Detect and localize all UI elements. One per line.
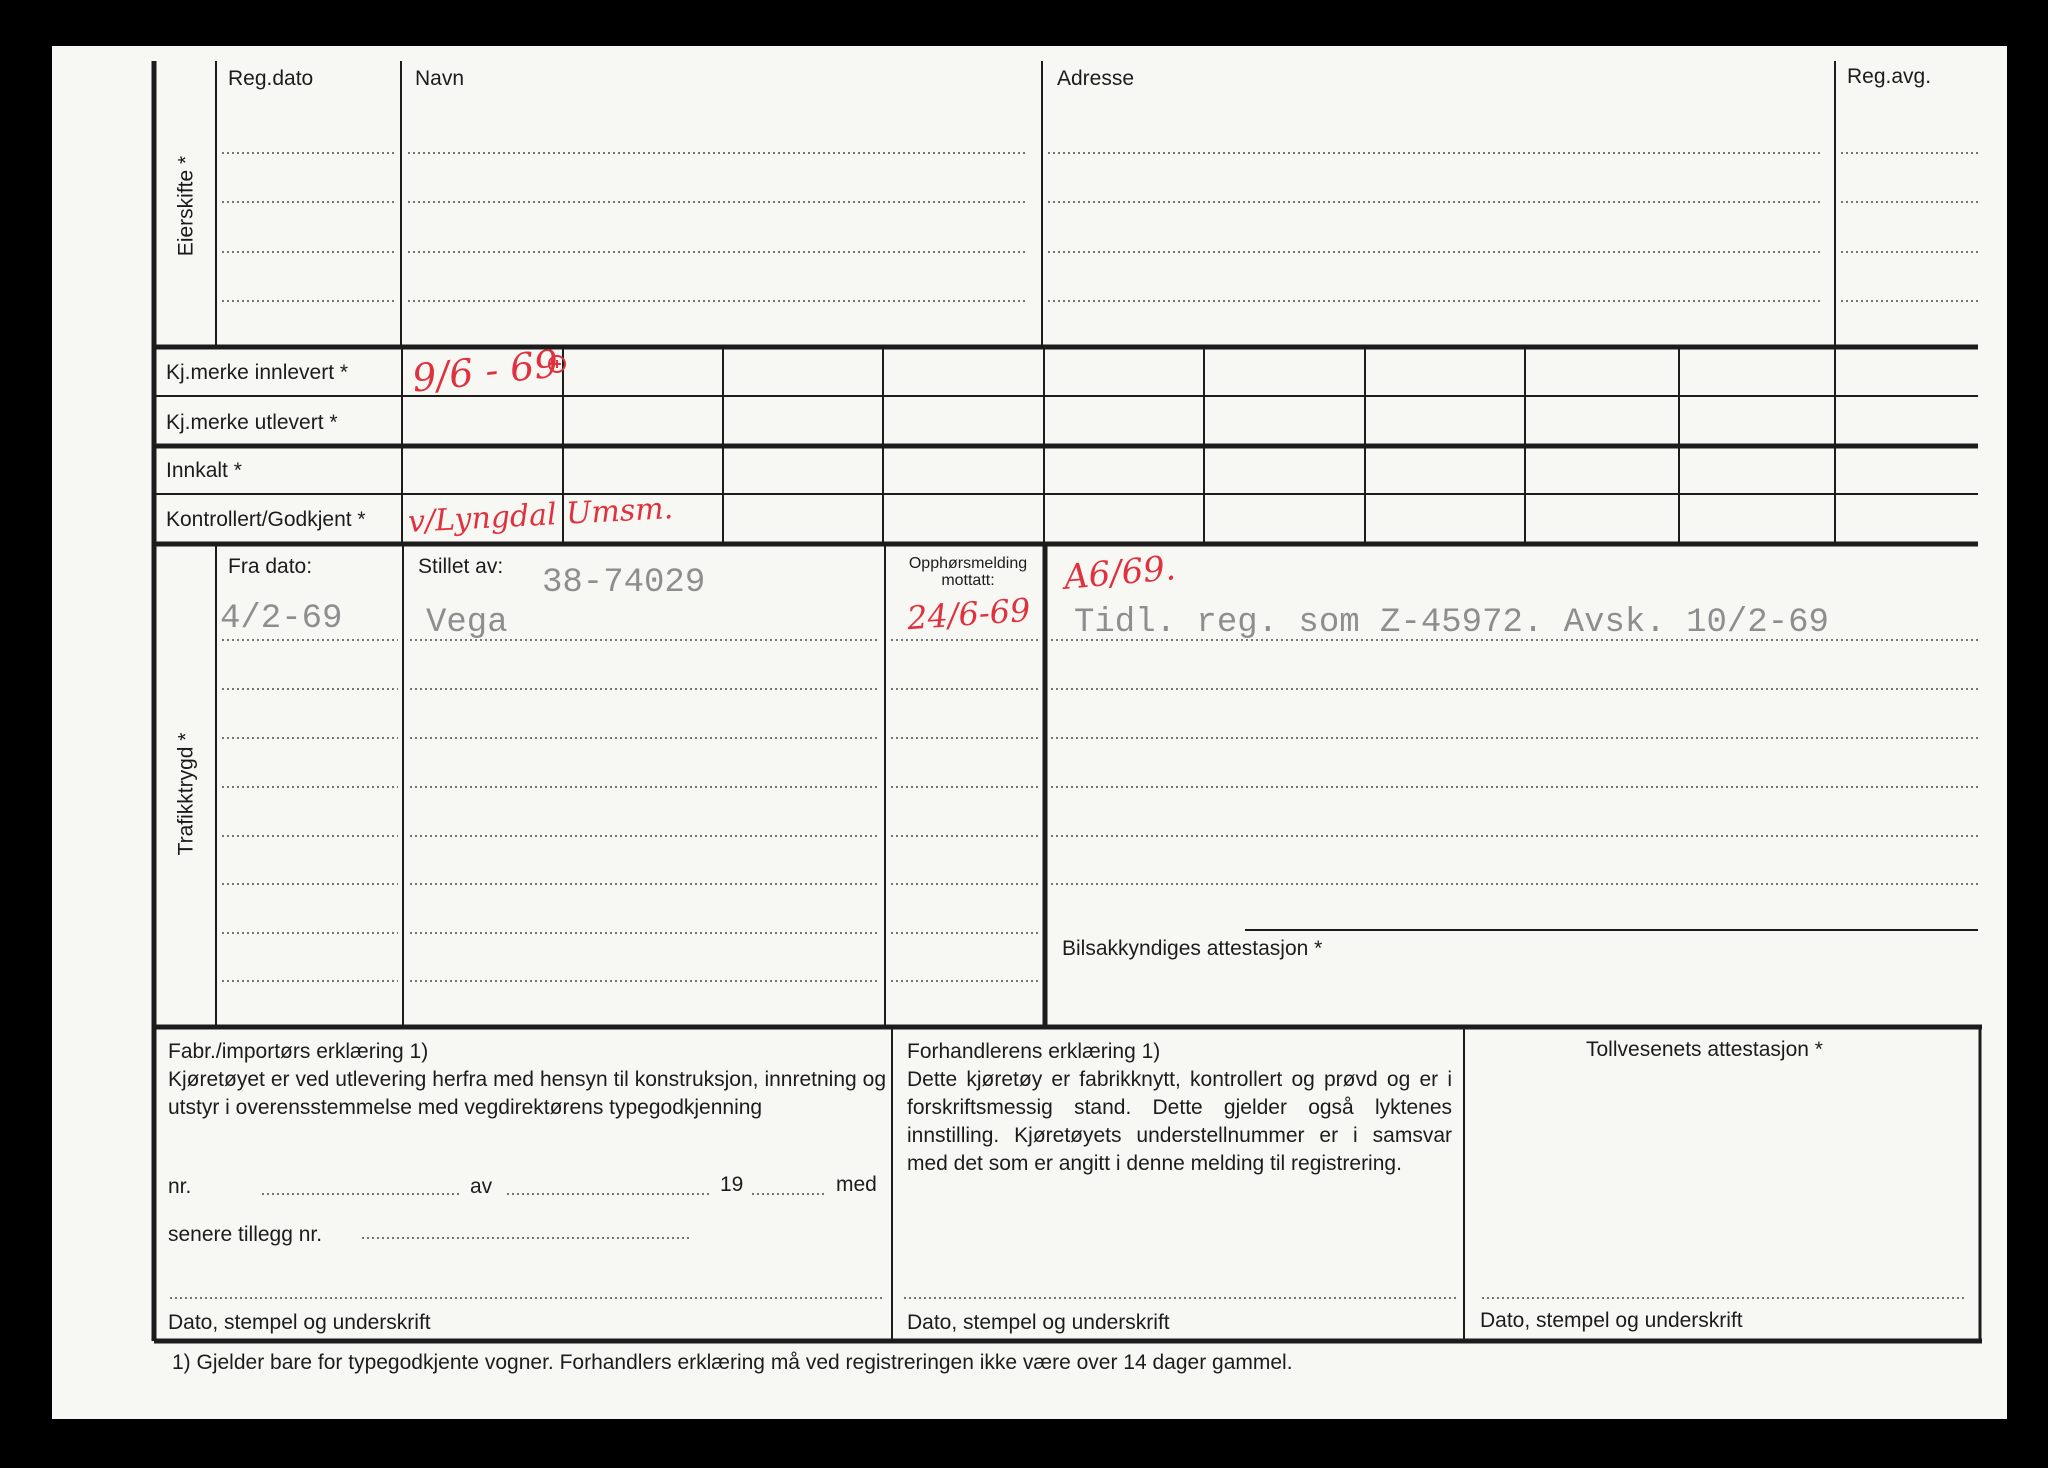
fabrikk-year-label: 19 [720,1173,744,1196]
eierskifte-side-label: Eierskifte * [174,155,198,257]
opphorsmelding-label: Opphørsmelding mottatt: [908,555,1028,589]
fra-dato-label: Fra dato: [228,555,313,578]
kj-merke-innlevert-value: 9/6 - 69 [410,341,561,401]
fra-dato-value: 4/2-69 [220,600,343,638]
tollvesen-title: Tollvesenets attestasjon * [1586,1038,1823,1061]
forhandler-signature-label: Dato, stempel og underskrift [907,1311,1170,1334]
stillet-av-value: Vega [426,604,508,642]
tollvesen-signature-label: Dato, stempel og underskrift [1480,1309,1743,1332]
col-reg-dato: Reg.dato [228,67,314,90]
stillet-av-label: Stillet av: [418,555,504,578]
innkalt-label: Innkalt * [166,459,242,482]
fabrikk-av-label: av [470,1175,493,1198]
fabrikk-text: Kjøretøyet er ved utlevering herfra med hensyn til konstruksjon, innretning og utstyr i overensstemmelse med vegdirektørens typegodkjenning [168,1068,886,1119]
col-reg-avg: Reg.avg. [1847,65,1932,88]
policy-number: 38-74029 [542,564,706,602]
kontrollert-godkjent-value: v/Lyngdal Umsm. [407,491,674,540]
stamp-mark [545,352,569,376]
footnote: 1) Gjelder bare for typegodkjente vogner. Forhandlers erklæring må ved registreringen ikke være over 14 dager gammel. [172,1351,1293,1374]
opphorsmelding-value: 24/6-69 [905,590,1032,638]
forhandler-text: Dette kjøretøy er fabrikknytt, kontrollert og prøvd og er i forskriftsmessig stand. Dette gjelder også lyktenes innstilling. Kjøretøyets understellnummer er i samsvar med det som er angitt i denne melding til registrering. [907,1068,1452,1175]
kj-merke-utlevert-label: Kj.merke utlevert * [166,411,338,434]
bilsakkyndiges-label: Bilsakkyndiges attestasjon * [1062,937,1323,960]
fabrikk-signature-label: Dato, stempel og underskrift [168,1311,431,1334]
fabrikk-title: Fabr./importørs erklæring 1) [168,1040,429,1063]
fabrikk-med-label: med [836,1173,877,1196]
registration-card [52,46,2007,1419]
forhandler-title: Forhandlerens erklæring 1) [907,1040,1161,1063]
reference-code: A6/69. [1062,548,1178,598]
registration-remark: Tidl. reg. som Z-45972. Avsk. 10/2-69 [1074,604,1829,642]
fabrikk-nr-label: nr. [168,1175,192,1198]
kontrollert-godkjent-label: Kontrollert/Godkjent * [166,508,366,531]
form-grid-lines [52,46,2007,1419]
fabrikk-tillegg-label: senere tillegg nr. [168,1223,323,1246]
col-adresse: Adresse [1057,67,1135,90]
col-navn: Navn [415,67,465,90]
kj-merke-innlevert-label: Kj.merke innlevert * [166,361,349,384]
trafikktrygd-side-label: Trafikktrygd * [174,732,198,856]
